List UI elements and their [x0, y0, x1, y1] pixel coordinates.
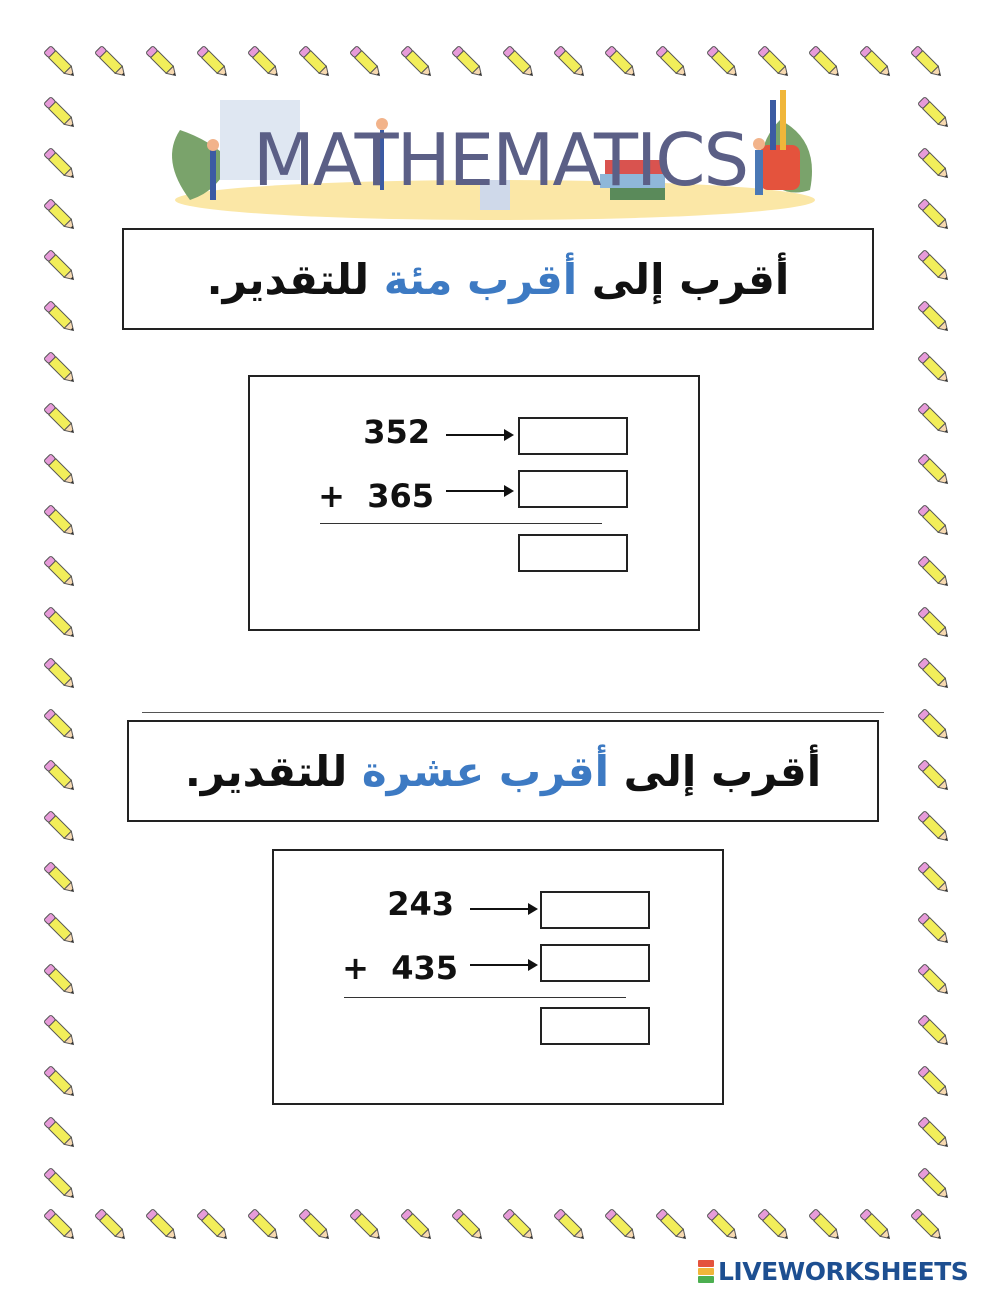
pencil-icon [912, 448, 956, 492]
pencil-icon [650, 1203, 694, 1247]
pencil-icon [905, 40, 949, 84]
pencil-icon [912, 397, 956, 441]
pencil-icon [912, 499, 956, 543]
addend-1: 243 [387, 885, 454, 923]
pencil-icon [38, 652, 82, 696]
pencil-icon [599, 1203, 643, 1247]
addend-1: 352 [363, 413, 430, 451]
problem-panel-1 [248, 375, 700, 631]
arrow-icon [470, 964, 536, 966]
pencil-icon [38, 1162, 82, 1206]
pencil-icon [446, 40, 490, 84]
pencil-icon [293, 40, 337, 84]
pencil-icon [191, 1203, 235, 1247]
instruction-text-part1: أقرب إلى [609, 746, 822, 796]
pencil-icon [344, 40, 388, 84]
pencil-icon [38, 448, 82, 492]
pencil-icon [912, 295, 956, 339]
pencil-icon [701, 40, 745, 84]
instruction-text-part3: للتقدير. [184, 746, 362, 796]
pencil-icon [140, 40, 184, 84]
logo-icon [698, 1260, 714, 1283]
instruction-text-part3: للتقدير. [206, 254, 384, 304]
pencil-icon [752, 1203, 796, 1247]
addend-2: + 435 [342, 949, 458, 987]
pencil-icon [912, 856, 956, 900]
pencil-icon [912, 1009, 956, 1053]
pencil-icon [854, 40, 898, 84]
pencil-icon [38, 193, 82, 237]
answer-box-rounded-1[interactable] [518, 417, 628, 455]
pencil-icon [701, 1203, 745, 1247]
pencil-icon [912, 193, 956, 237]
pencil-icon [912, 1111, 956, 1155]
pencil-icon [912, 652, 956, 696]
section-divider [142, 712, 884, 713]
pencil-icon [38, 1111, 82, 1155]
pencil-icon [912, 244, 956, 288]
pencil-icon [912, 142, 956, 186]
answer-box-sum[interactable] [518, 534, 628, 572]
pencil-icon [38, 550, 82, 594]
sum-line [320, 523, 602, 524]
pencil-icon [912, 346, 956, 390]
pencil-icon [912, 703, 956, 747]
liveworksheets-logo [698, 1255, 968, 1287]
pencil-icon [38, 856, 82, 900]
pencil-icon [89, 40, 133, 84]
pencil-icon [38, 703, 82, 747]
pencil-icon [912, 958, 956, 1002]
pencil-icon [912, 1162, 956, 1206]
instruction-text-part1: أقرب إلى [577, 254, 790, 304]
answer-box-rounded-2[interactable] [540, 944, 650, 982]
pencil-icon [912, 754, 956, 798]
pencil-icon [89, 1203, 133, 1247]
pencil-icon [38, 1009, 82, 1053]
pencil-icon [912, 907, 956, 951]
pencil-icon [344, 1203, 388, 1247]
pencil-icon [446, 1203, 490, 1247]
pencil-icon [912, 1060, 956, 1104]
addend-2: + 365 [318, 477, 434, 515]
instruction-box-tens [127, 720, 879, 822]
pencil-icon [548, 1203, 592, 1247]
pencil-icon [38, 907, 82, 951]
pencil-icon [803, 1203, 847, 1247]
pencil-icon [650, 40, 694, 84]
pencil-icon [548, 40, 592, 84]
answer-box-rounded-2[interactable] [518, 470, 628, 508]
pencil-icon [912, 91, 956, 135]
pencil-icon [38, 754, 82, 798]
banner-title: MATHEMATICS [252, 118, 748, 202]
pencil-icon [912, 550, 956, 594]
pencil-icon [38, 1060, 82, 1104]
pencil-icon [242, 40, 286, 84]
pencil-icon [38, 805, 82, 849]
pencil-icon [497, 1203, 541, 1247]
problem-panel-2 [272, 849, 724, 1105]
pencil-icon [752, 40, 796, 84]
pencil-icon [854, 1203, 898, 1247]
pencil-icon [38, 142, 82, 186]
pencil-icon [191, 40, 235, 84]
pencil-icon [140, 1203, 184, 1247]
answer-box-rounded-1[interactable] [540, 891, 650, 929]
sum-line [344, 997, 626, 998]
pencil-icon [395, 40, 439, 84]
pencil-icon [38, 346, 82, 390]
pencil-icon [38, 244, 82, 288]
pencil-icon [905, 1203, 949, 1247]
pencil-icon [912, 601, 956, 645]
pencil-icon [497, 40, 541, 84]
instruction-text-highlight: أقرب مئة [383, 254, 578, 304]
pencil-icon [242, 1203, 286, 1247]
pencil-icon [38, 601, 82, 645]
pencil-icon [38, 958, 82, 1002]
pencil-icon [293, 1203, 337, 1247]
instruction-box-hundreds [122, 228, 874, 330]
pencil-icon [599, 40, 643, 84]
instruction-text-highlight: أقرب عشرة [361, 746, 610, 796]
pencil-icon [38, 397, 82, 441]
arrow-icon [446, 490, 512, 492]
pencil-icon [803, 40, 847, 84]
pencil-icon [38, 91, 82, 135]
answer-box-sum[interactable] [540, 1007, 650, 1045]
arrow-icon [446, 434, 512, 436]
pencil-icon [38, 295, 82, 339]
pencil-icon [38, 1203, 82, 1247]
pencil-icon [395, 1203, 439, 1247]
arrow-icon [470, 908, 536, 910]
pencil-icon [38, 499, 82, 543]
pencil-icon [912, 805, 956, 849]
brand-name: LIVEWORKSHEETS [718, 1256, 969, 1286]
pencil-icon [38, 40, 82, 84]
